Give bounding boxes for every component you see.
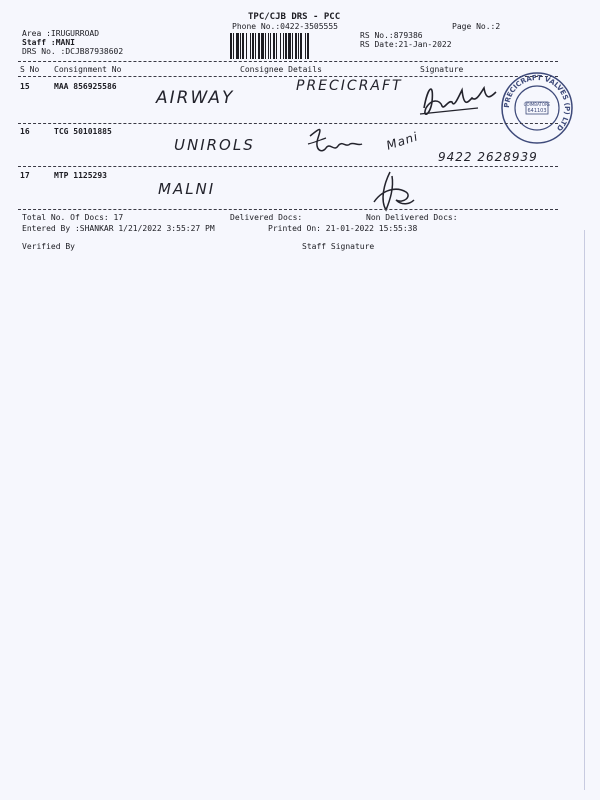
barcode-bar <box>265 33 266 59</box>
rs-number: RS No.:879386 <box>360 31 423 40</box>
signature-scribble <box>366 170 416 214</box>
divider <box>18 76 558 77</box>
barcode-bar <box>242 33 244 59</box>
barcode-bar <box>295 33 297 59</box>
barcode-bar <box>305 33 306 59</box>
delivered-docs: Delivered Docs: <box>230 213 303 222</box>
page-number: Page No.:2 <box>452 22 501 31</box>
signature-scribble <box>306 124 366 158</box>
handwritten-phone: 9422 2628939 <box>438 150 538 164</box>
verified-by: Verified By <box>22 242 75 251</box>
barcode-bar <box>252 33 254 59</box>
barcode-bar <box>283 33 284 59</box>
stamp-text: PRECICRAFT VALVES (P) LTD <box>502 73 572 133</box>
handwritten-staff-name: Mani <box>384 129 421 153</box>
barcode-bar <box>258 33 260 59</box>
stamp-pin: 641103 <box>527 108 547 114</box>
divider <box>18 61 558 62</box>
total-docs: Total No. Of Docs: 17 <box>22 213 124 222</box>
barcode-bar <box>288 33 291 59</box>
barcode-bar <box>255 33 256 59</box>
barcode-bar <box>276 33 277 59</box>
divider <box>18 166 558 167</box>
barcode-bar <box>261 33 264 59</box>
barcode-bar <box>285 33 287 59</box>
handwritten-consignee: AIRWAY <box>156 88 235 108</box>
barcode-bar <box>236 33 239 59</box>
barcode-bar <box>230 33 232 59</box>
barcode <box>230 33 352 59</box>
row-sno: 15 <box>20 82 30 91</box>
col-header-consignee: Consignee Details <box>240 65 322 74</box>
row-consignment-no: TCG 50101885 <box>54 127 112 136</box>
col-header-consignment: Consignment No <box>54 65 122 74</box>
col-header-sno: S No <box>20 65 40 74</box>
barcode-bar <box>250 33 251 59</box>
barcode-bar <box>292 33 293 59</box>
divider <box>18 123 558 124</box>
scan-edge <box>584 230 585 790</box>
barcode-bar <box>300 33 302 59</box>
handwritten-consignee: UNIROLS <box>174 136 255 154</box>
signature-scribble <box>418 78 498 122</box>
barcode-bar <box>273 33 275 59</box>
barcode-bar <box>246 33 247 59</box>
staff-signature: Staff Signature <box>302 242 375 251</box>
stamp-city: COIMBATORE <box>523 102 551 107</box>
area-label: Area :IRUGURROAD <box>22 29 100 38</box>
barcode-bar <box>298 33 299 59</box>
entered-by: Entered By :SHANKAR 1/21/2022 3:55:27 PM <box>22 224 215 233</box>
row-sno: 17 <box>20 171 30 180</box>
barcode-bar <box>233 33 234 59</box>
row-consignment-no: MTP 1125293 <box>54 171 107 180</box>
handwritten-consignee: MALNI <box>158 180 216 198</box>
row-consignment-no: MAA 856925586 <box>54 82 117 91</box>
col-header-signature: Signature <box>420 65 464 74</box>
non-delivered-docs: Non Delivered Docs: <box>366 213 458 222</box>
barcode-bar <box>240 33 241 59</box>
printed-on: Printed On: 21-01-2022 15:55:38 <box>268 224 418 233</box>
drs-number: DRS No. :DCJB87938602 <box>22 47 124 56</box>
staff-label: Staff :MANI <box>22 38 75 47</box>
barcode-bar <box>268 33 269 59</box>
company-stamp <box>498 72 576 144</box>
divider <box>18 209 558 210</box>
row-sno: 16 <box>20 127 30 136</box>
barcode-bar <box>307 33 309 59</box>
rs-date: RS Date:21-Jan-2022 <box>360 40 452 49</box>
barcode-bar <box>270 33 271 59</box>
phone-number: Phone No.:0422-3505555 <box>232 22 338 31</box>
handwritten-company: PRECICRAFT <box>296 78 403 94</box>
barcode-bar <box>280 33 281 59</box>
document-title: TPC/CJB DRS - PCC <box>248 12 341 22</box>
